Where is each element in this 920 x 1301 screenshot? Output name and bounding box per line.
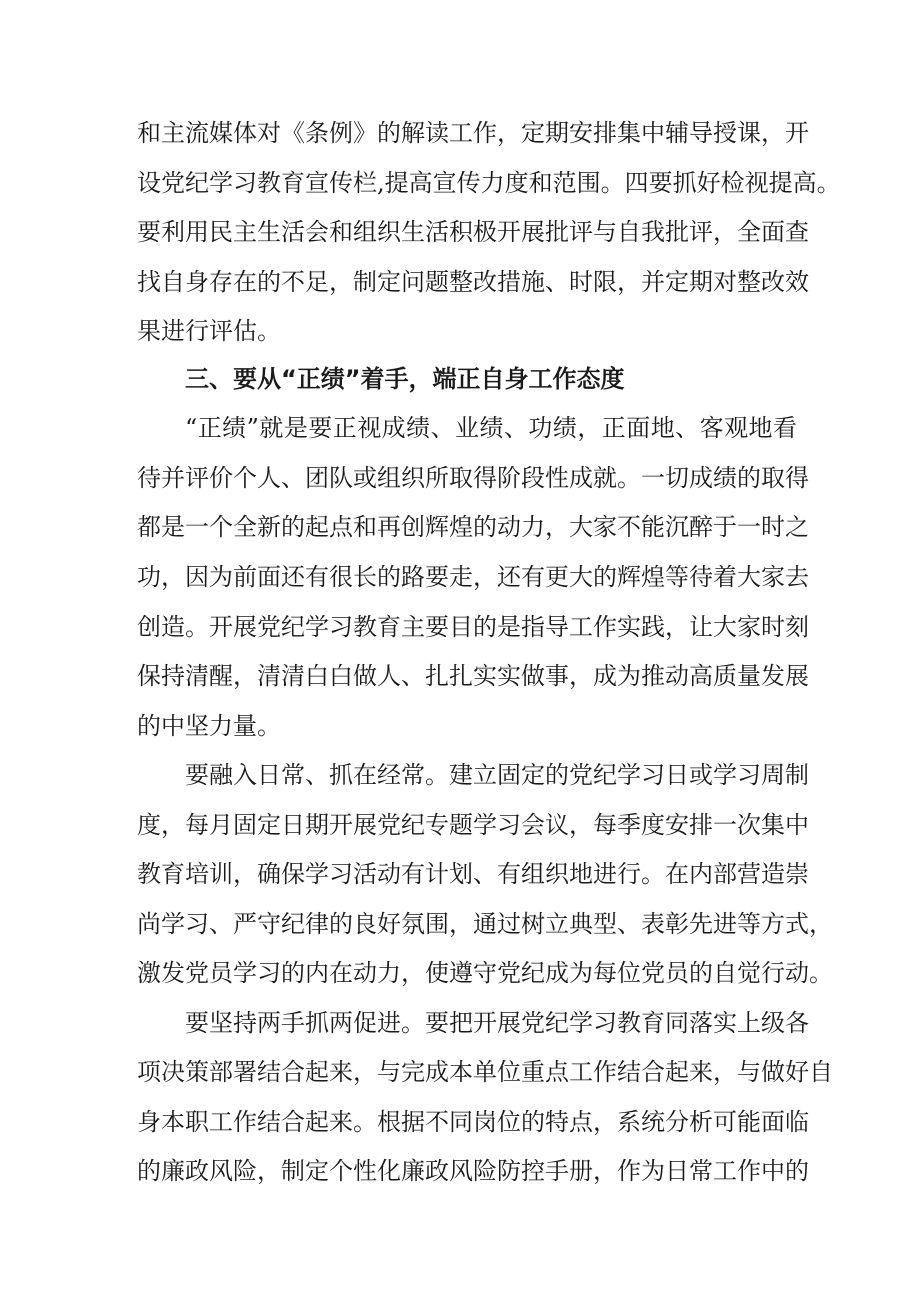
paragraph-line: 的廉政风险，制定个性化廉政风险防控手册，作为日常工作中的 <box>137 1157 809 1185</box>
paragraph-line: 要坚持两手抓两促进。要把开展党纪学习教育同落实上级各 <box>185 1009 809 1037</box>
paragraph-line: 设党纪学习教育宣传栏,提高宣传力度和范围。四要抓好检视提高。 <box>137 169 841 197</box>
paragraph-line: 身本职工作结合起来。根据不同岗位的特点，系统分析可能面临 <box>137 1108 809 1136</box>
paragraph-line: 要融入日常、抓在经常。建立固定的党纪学习日或学习周制 <box>185 761 809 789</box>
paragraph-line: 尚学习、严守纪律的良好氛围，通过树立典型、表彰先进等方式， <box>137 910 833 938</box>
paragraph-line: 和主流媒体对《条例》的解读工作，定期安排集中辅导授课，开 <box>137 119 809 147</box>
paragraph-line: 的中坚力量。 <box>137 712 281 740</box>
paragraph-line: 果进行评估。 <box>137 317 281 345</box>
paragraph-line: 创造。开展党纪学习教育主要目的是指导工作实践，让大家时刻 <box>137 613 809 641</box>
paragraph-line: 找自身存在的不足，制定问题整改措施、时限，并定期对整改效 <box>137 268 809 296</box>
paragraph-line: “正绩”就是要正视成绩、业绩、功绩，正面地、客观地看 <box>185 414 797 442</box>
paragraph-line: 待并评价个人、团队或组织所取得阶段性成就。一切成绩的取得 <box>137 464 809 492</box>
paragraph-line: 教育培训，确保学习活动有计划、有组织地进行。在内部营造崇 <box>137 860 809 888</box>
paragraph-line: 要利用民主生活会和组织生活积极开展批评与自我批评，全面查 <box>137 218 809 246</box>
paragraph-line: 保持清醒，清清白白做人、扎扎实实做事，成为推动高质量发展 <box>137 662 809 690</box>
paragraph-line: 度，每月固定日期开展党纪专题学习会议，每季度安排一次集中 <box>137 811 809 839</box>
paragraph-line: 激发党员学习的内在动力，使遵守党纪成为每位党员的自觉行动。 <box>137 959 833 987</box>
paragraph-line: 都是一个全新的起点和再创辉煌的动力，大家不能沉醉于一时之 <box>137 513 809 541</box>
section-heading: 三、要从“正绩”着手，端正自身工作态度 <box>185 365 625 393</box>
paragraph-line: 项决策部署结合起来，与完成本单位重点工作结合起来，与做好自 <box>137 1058 833 1086</box>
paragraph-line: 功，因为前面还有很长的路要走，还有更大的辉煌等待着大家去 <box>137 563 809 591</box>
